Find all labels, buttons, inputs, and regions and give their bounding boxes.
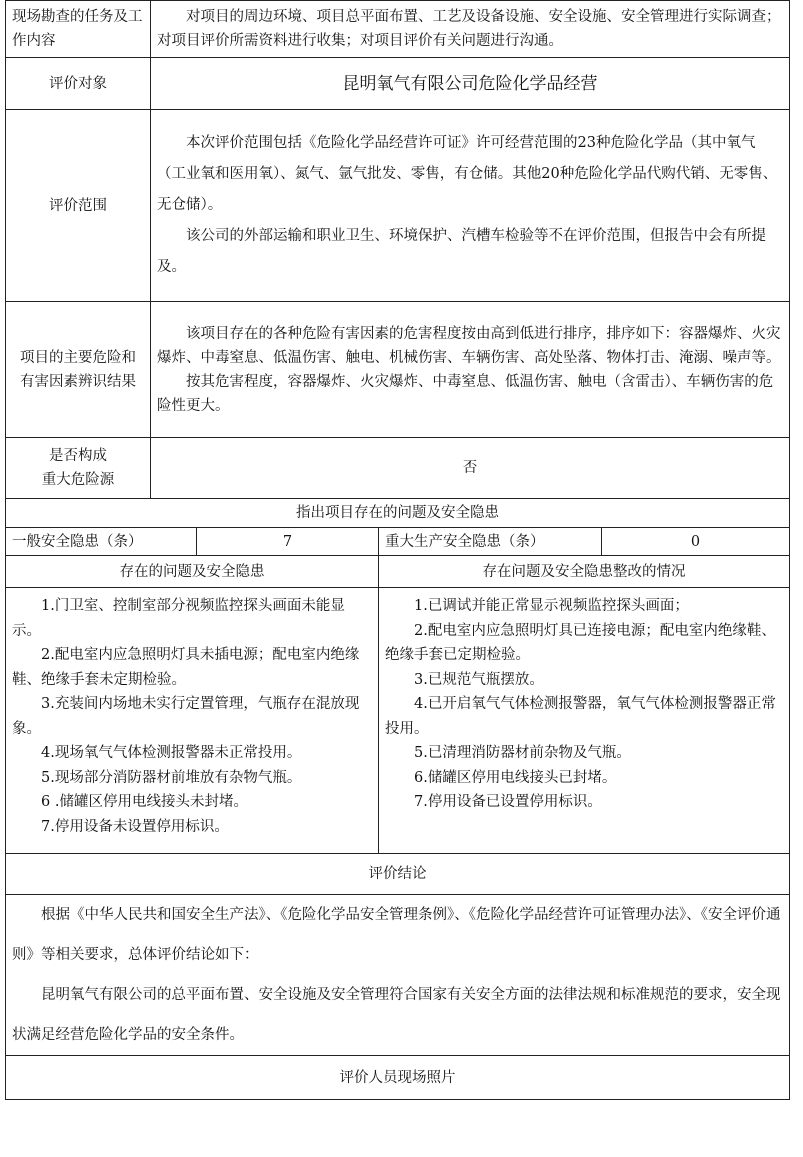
hazards-label: 项目的主要危险和有害因素辨识结果	[6, 302, 151, 438]
hazards-cell	[151, 302, 790, 438]
row-problems	[6, 588, 790, 854]
hazards-para-1: 该项目存在的各种危险有害因素的危害程度按由高到低进行排序，排序如下：容器爆炸、火灾爆炸、中毒窒息、低温伤害、触电、机械伤害、车辆伤害、高处坠落、物体打击、淹溺、噪声等。	[157, 325, 781, 366]
list-item: 1.门卫室、控制室部分视频监控探头画面未能显示。	[12, 598, 345, 639]
list-item: 1.已调试并能正常显示视频监控探头画面；	[414, 598, 689, 614]
row-hazards	[6, 302, 790, 438]
hazards-para-2: 按其危害程度，容器爆炸、火灾爆炸、中毒窒息、低温伤害、触电（含雷击）、车辆伤害的危险性更大。	[157, 373, 774, 414]
row-conclusion-header	[6, 854, 790, 895]
row-photos-header	[6, 1056, 790, 1100]
list-item: 4.已开启氧气气体检测报警器，氧气气体检测报警器正常投用。	[385, 696, 776, 737]
evaluation-table	[5, 0, 790, 1100]
row-issues-header	[6, 499, 790, 528]
row-counts	[6, 528, 790, 556]
general-hazard-count-label: 一般安全隐患（条）	[6, 528, 197, 556]
survey-label: 现场勘查的任务及工作内容	[6, 1, 151, 58]
list-item: 5.现场部分消防器材前堆放有杂物气瓶。	[41, 769, 302, 786]
photos-header: 评价人员现场照片	[6, 1056, 790, 1100]
list-item: 7.停用设备已设置停用标识。	[414, 794, 602, 810]
problems-left-header: 存在的问题及安全隐患	[6, 556, 379, 588]
problems-right-list	[379, 588, 790, 854]
general-hazard-count-value: 7	[197, 528, 379, 556]
major-hazard-label-line1: 是否构成	[49, 448, 107, 464]
issues-header: 指出项目存在的问题及安全隐患	[6, 499, 790, 528]
major-hazard-count-label: 重大生产安全隐患（条）	[379, 528, 602, 556]
major-hazard-label-line2: 重大危险源	[41, 472, 115, 488]
row-scope	[6, 110, 790, 302]
row-survey	[6, 1, 790, 58]
scope-para-1: 本次评价范围包括《危险化学品经营许可证》许可经营范围的23种危险化学品（其中氧气（工业氧和医用氧）、氮气、氩气批发、零售，有仓储。其他20种危险化学品代购代销、无零售、无仓储）。	[157, 135, 778, 213]
major-hazard-count-value: 0	[602, 528, 790, 556]
problems-left-list	[6, 588, 379, 854]
list-item: 2.配电室内应急照明灯具未插电源；配电室内绝缘鞋、绝缘手套未定期检验。	[12, 647, 360, 688]
row-major-hazard	[6, 438, 790, 499]
list-item: 6 .储罐区停用电线接头未封堵。	[41, 794, 248, 810]
list-item: 6.储罐区停用电线接头已封堵。	[414, 769, 617, 786]
list-item: 4.现场氧气气体检测报警器未正常投用。	[41, 745, 302, 761]
survey-cell	[151, 1, 790, 58]
row-problems-header	[6, 556, 790, 588]
survey-text: 对项目的周边环境、项目总平面布置、工艺及设备设施、安全设施、安全管理进行实际调查；对项目评价所需资料进行收集；对项目评价有关问题进行沟通。	[157, 9, 781, 49]
conclusion-cell	[6, 895, 790, 1056]
major-hazard-value: 否	[151, 438, 790, 499]
conclusion-para-2: 昆明氧气有限公司的总平面布置、安全设施及安全管理符合国家有关安全方面的法律法规和标准规范的要求，安全现状满足经营危险化学品的安全条件。	[12, 987, 781, 1043]
conclusion-para-1: 根据《中华人民共和国安全生产法》、《危险化学品安全管理条例》、《危险化学品经营许可证管理办法》、《安全评价通则》等相关要求，总体评价结论如下：	[12, 907, 781, 963]
list-item: 7.停用设备未设置停用标识。	[41, 818, 229, 835]
object-label: 评价对象	[6, 58, 151, 110]
scope-para-2: 该公司的外部运输和职业卫生、环境保护、汽槽车检验等不在评价范围，但报告中会有所提及。	[157, 228, 766, 275]
row-object	[6, 58, 790, 110]
row-conclusion	[6, 895, 790, 1056]
scope-label: 评价范围	[6, 110, 151, 302]
problems-right-header: 存在问题及安全隐患整改的情况	[379, 556, 790, 588]
list-item: 3.已规范气瓶摆放。	[414, 671, 544, 688]
conclusion-header: 评价结论	[6, 854, 790, 895]
list-item: 5.已清理消防器材前杂物及气瓶。	[414, 745, 631, 761]
list-item: 2.配电室内应急照明灯具已连接电源；配电室内绝缘鞋、绝缘手套已定期检验。	[385, 622, 776, 663]
scope-cell	[151, 110, 790, 302]
major-hazard-label	[6, 438, 151, 499]
list-item: 3.充装间内场地未实行定置管理，气瓶存在混放现象。	[12, 696, 360, 737]
object-text: 昆明氧气有限公司危险化学品经营	[151, 58, 790, 110]
